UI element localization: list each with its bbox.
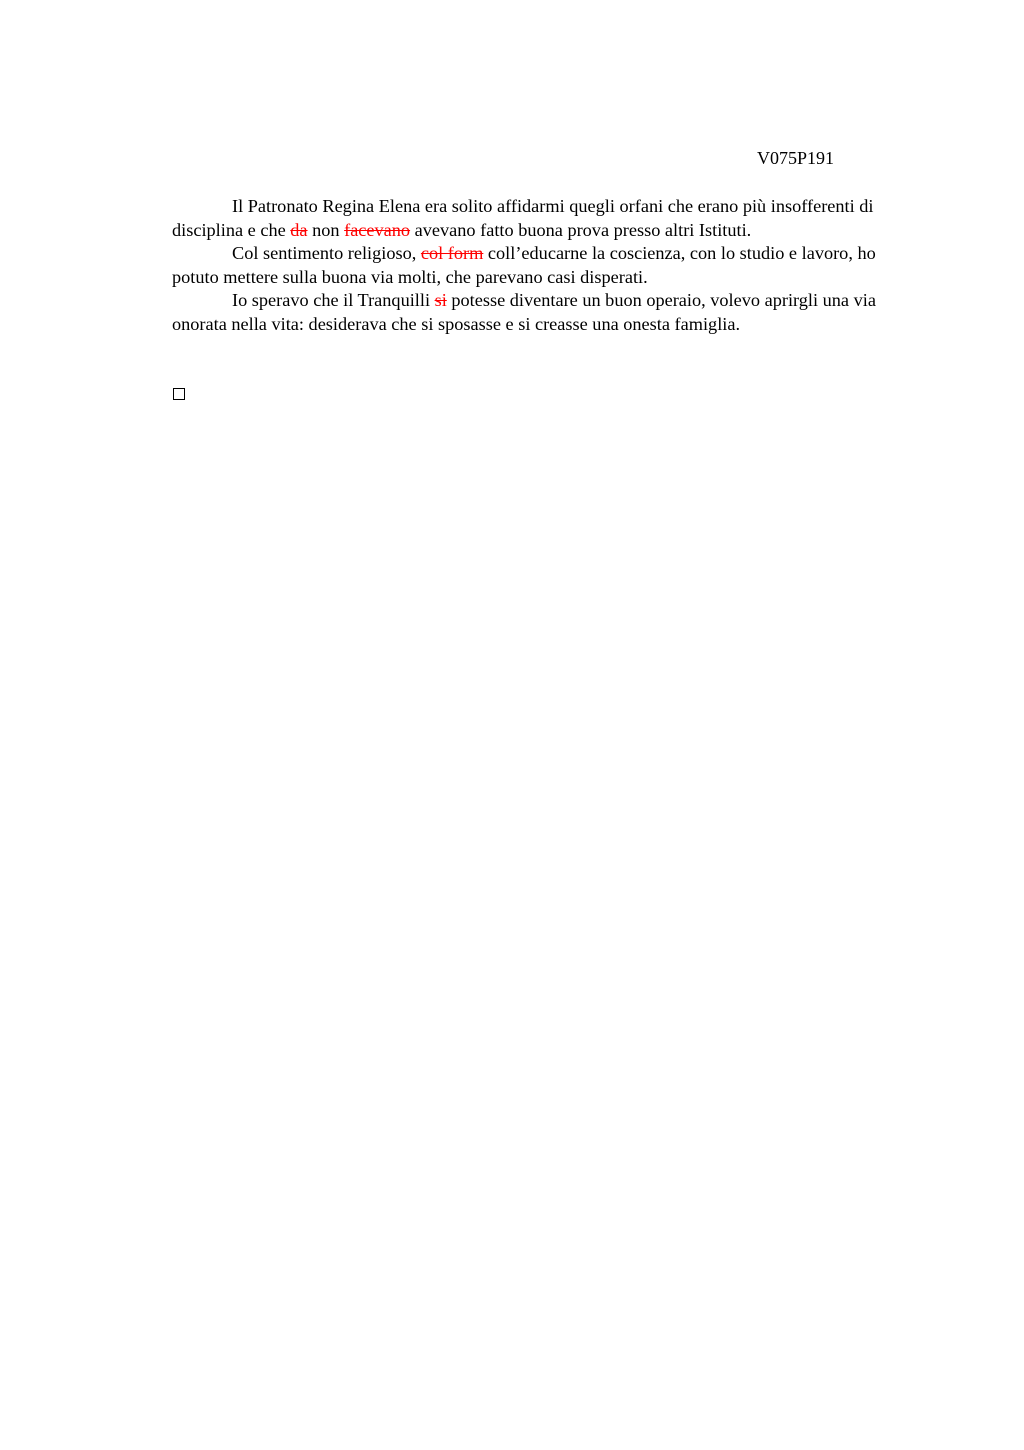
deleted-text: col form [420, 243, 484, 264]
deleted-text: si [434, 290, 447, 311]
paragraph-2 [172, 242, 897, 289]
text-segment: non [307, 219, 345, 240]
paragraph-1 [172, 195, 897, 242]
deleted-text: facevano [344, 219, 411, 240]
text-segment: Col sentimento religioso, [232, 243, 421, 264]
text-segment: Il Patronato Regina Elena era solito affidarmi quegli orfani che erano più insofferenti di disciplina e che [172, 196, 874, 240]
checkbox[interactable] [173, 388, 185, 400]
document-body [172, 195, 897, 337]
page-code: V075P191 [757, 148, 835, 168]
text-segment: avevano fatto buona prova presso altri Istituti. [410, 219, 752, 240]
text-segment: coll’educarne la coscienza, con lo studio e lavoro, ho potuto mettere sulla buona via molti, che parevano casi disperati. [172, 243, 876, 287]
text-segment: potesse diventare un buon operaio, volevo aprirgli una via onorata nella vita: desiderava che si sposasse e si creasse una onesta famiglia. [172, 290, 876, 334]
deleted-text: da [290, 219, 308, 240]
text-segment: Io speravo che il Tranquilli [232, 290, 435, 311]
paragraph-3 [172, 289, 897, 336]
